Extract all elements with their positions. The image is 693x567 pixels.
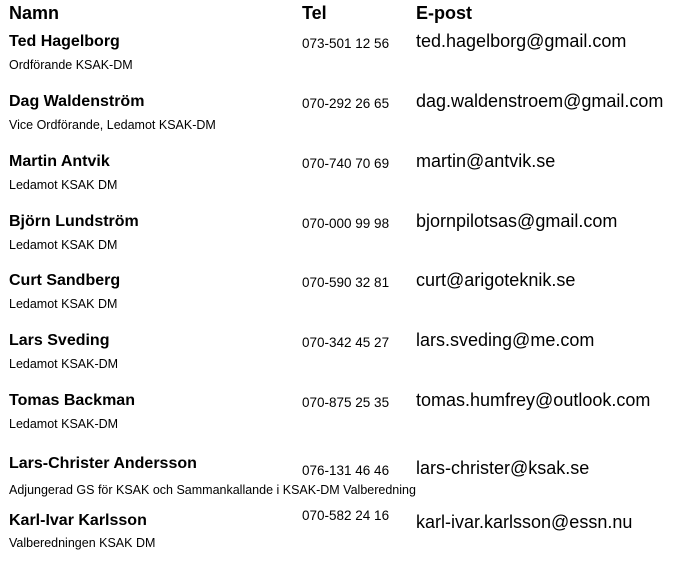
member-phone: 070-875 25 35 — [302, 395, 390, 410]
member-phone: 070-590 32 81 — [302, 275, 390, 290]
member-name: Dag Waldenström — [9, 93, 145, 110]
member-role: Ledamot KSAK DM — [9, 297, 118, 311]
column-header-email: E-post — [416, 3, 472, 23]
member-phone: 070-292 26 65 — [302, 96, 390, 111]
member-role: Ordförande KSAK-DM — [9, 58, 133, 72]
member-name: Ted Hagelborg — [9, 33, 120, 50]
member-row — [0, 508, 693, 567]
member-phone: 073-501 12 56 — [302, 36, 390, 51]
member-name: Lars Sveding — [9, 332, 110, 349]
member-role: Ledamot KSAK DM — [9, 238, 118, 252]
member-row — [0, 212, 693, 268]
member-email: ted.hagelborg@gmail.com — [416, 31, 627, 51]
member-email: tomas.humfrey@outlook.com — [416, 390, 651, 410]
member-name: Karl-Ivar Karlsson — [9, 512, 147, 529]
member-row — [0, 271, 693, 327]
member-email: bjornpilotsas@gmail.com — [416, 211, 618, 231]
member-name: Tomas Backman — [9, 392, 135, 409]
member-role: Ledamot KSAK-DM — [9, 417, 119, 431]
member-role: Adjungerad GS för KSAK och Sammankallande i KSAK-DM Valberedning — [9, 483, 416, 497]
member-row — [0, 331, 693, 387]
member-phone: 070-740 70 69 — [302, 156, 390, 171]
column-header-tel: Tel — [302, 3, 327, 23]
member-role: Ledamot KSAK DM — [9, 178, 118, 192]
member-role: Valberedningen KSAK DM — [9, 536, 156, 550]
member-phone: 070-342 45 27 — [302, 335, 390, 350]
member-phone: 076-131 46 46 — [302, 463, 390, 478]
member-name: Björn Lundström — [9, 213, 139, 230]
member-name: Martin Antvik — [9, 153, 110, 170]
member-phone: 070-582 24 16 — [302, 508, 390, 523]
member-email: lars-christer@ksak.se — [416, 458, 590, 478]
member-name: Curt Sandberg — [9, 272, 121, 289]
member-row — [0, 152, 693, 208]
member-row — [0, 32, 693, 88]
member-phone: 070-000 99 98 — [302, 216, 390, 231]
member-role: Vice Ordförande, Ledamot KSAK-DM — [9, 118, 216, 132]
member-role: Ledamot KSAK-DM — [9, 357, 119, 371]
column-header-name: Namn — [9, 3, 60, 23]
member-email: dag.waldenstroem@gmail.com — [416, 91, 664, 111]
member-row — [0, 391, 693, 447]
member-row — [0, 92, 693, 148]
member-email: curt@arigoteknik.se — [416, 270, 576, 290]
member-email: karl-ivar.karlsson@essn.nu — [416, 512, 633, 532]
member-email: martin@antvik.se — [416, 151, 556, 171]
member-name: Lars-Christer Andersson — [9, 455, 197, 472]
member-email: lars.sveding@me.com — [416, 330, 595, 350]
member-row — [0, 454, 693, 510]
